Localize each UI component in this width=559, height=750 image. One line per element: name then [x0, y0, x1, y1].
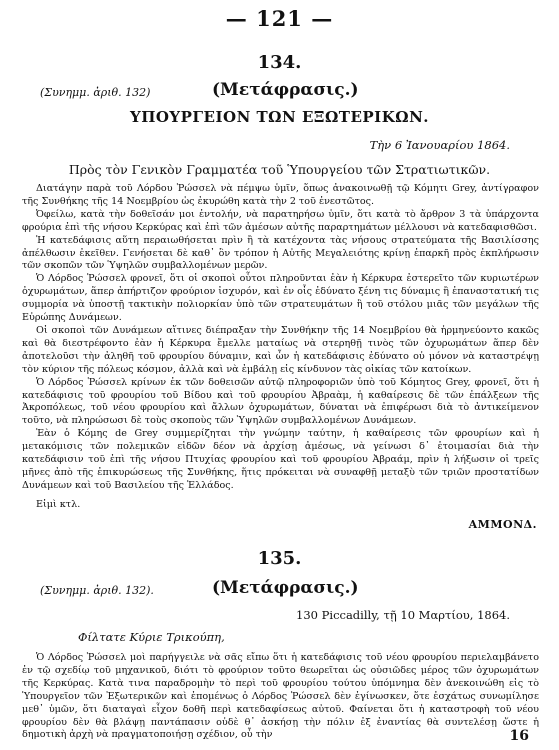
printer-signature-mark: 16: [509, 728, 529, 744]
paragraph: Ἡ κατεδάφισις αὕτη περαιωθήσεται πρὶν ἢ τὰ κατέχοντα τὰς νήσους στρατεύματα τῆς Βασιλίσσης ἀπέλθωσιν ἐκεῖθεν. Γενήσεται δὲ καθ᾽ ὃν τρόπον ἡ Αὐτῆς Μεγαλειότης κρίνῃ ἐπαρκῆ πρὸς ἐκπλήρωσιν τῶν σκοπῶν τῶν Ὑψηλῶν συμβαλλομένων μερῶν.: [22, 234, 539, 272]
letter-date: 130 Piccadilly, τῇ 10 Μαρτίου, 1864.: [296, 608, 510, 622]
ministry-title: ΥΠΟΥΡΓΕΙΟΝ ΤΩΝ ΕΞΩΤΕΡΙΚΩΝ.: [129, 108, 430, 126]
reference-note: (Συνημμ. ἀριθ. 132): [40, 86, 151, 99]
letter-greeting: Φίλτατε Κύριε Τρικούπη,: [78, 630, 225, 644]
letter-body: [22, 652, 539, 742]
paragraph: Ὀφείλω, κατὰ τὴν δοθεῖσάν μοι ἐντολήν, νὰ παρατηρήσω ὑμῖν, ὅτι κατὰ τὸ ἄρθρον 3 τὰ ὑπάρχοντα φρούρια ἐπὶ τῆς νήσου Κερκύρας καὶ ἐπὶ τῶν ἀμέσων αὐτῆς παραρτημάτων μέλλουσι νὰ κατεδαφισθῶσι.: [22, 208, 539, 233]
translation-heading: (Μετάφρασις.): [212, 578, 359, 598]
letter-salutation: Πρὸς τὸν Γενικὸν Γραμματέα τοῦ Ὑπουργείου τῶν Στρατιωτικῶν.: [68, 162, 491, 177]
reference-note: (Συνημμ. ἀριθ. 132).: [40, 584, 154, 597]
reference-row: [22, 578, 537, 604]
closing: Εἰμὶ κτλ.: [36, 498, 81, 510]
paragraph: Ὁ Λόρδος Ῥώσσελ μοὶ παρήγγειλε νὰ σᾶς εἴπω ὅτι ἡ κατεδάφισις τοῦ νέου φρουρίου περιελαμβάνετο ἐν τῷ σχεδίῳ τοῦ μηχανικοῦ, διότι τὸ φρούριον τοῦτο θεωρεῖται ὡς οὐσιῶδες μέρος τῶν ὀχυρωμάτων τῆς Κερκύρας. Κατὰ τινα παραδρομὴν τὸ περὶ τοῦ φρουρίου τούτου ὑπόμνημα δὲν ἀνεκοινώθη εἰς τὸ Ὑπουργεῖον τῶν Ἐξωτερικῶν καὶ ἐπομένως ὁ Λόρδος Ῥώσσελ δὲν ἐγίνωσκεν, ὅτε ἐσχάτως συνωμίλησε μεθ᾽ ὑμῶν, ὅτι διαταγαὶ εἶχον δοθῆ περὶ κατεδαφίσεως αὐτοῦ. Φαίνεται ὅτι ἡ καταστροφὴ τοῦ νέου φρουρίου δὲν θὰ βλάψῃ παντάπασιν οὐδὲ θ᾽ ἀσκήσῃ τὴν πόλιν ἐξ ἐναντίας θὰ συντελέσῃ ὥστε ἡ δημοτικὴ ἀρχὴ νὰ πραγματοποιήσῃ σχέδιον, οὗ τὴν: [22, 652, 539, 741]
document-number: 135.: [257, 548, 302, 569]
paragraph: Διατάγην παρὰ τοῦ Λόρδου Ῥώσσελ νὰ πέμψω ὑμῖν, ὅπως ἀνακοινωθῇ τῷ Κόμητι Grey, ἀντίγραφον τῆς Συνθήκης τῆς 14 Νοεμβρίου ὡς ἐκυρώθη κατὰ τὴν 2 τοῦ ἐνεστῶτος.: [22, 183, 539, 207]
document-number: 134.: [257, 52, 302, 73]
signature: ΑΜΜΟΝΔ.: [468, 518, 537, 531]
paragraph: Οἱ σκοποὶ τῶν Δυνάμεων αἵτινες διέπραξαν τὴν Συνθήκην τῆς 14 Νοεμβρίου θὰ ἡρμηνεύοντο κακῶς καὶ θὰ διεστρέφοντο ἐὰν ἡ Κέρκυρα ἔμελλε ματαίως νὰ στερηθῇ τινὸς τῶν ὀχυρωμάτων ἅπερ δὲν ἀποτελοῦσι τὴν ἀληθῆ τοῦ φρουρίου δύναμιν, καὶ ὧν ἡ κατεδάφισις ἐδύνατο οὐ μόνον νὰ καταστρέψῃ τὸν κύριον τῆς πόλεως κόσμον, ἀλλὰ καὶ νὰ ἐμβάλῃ εἰς κίνδυνον τὰς οἰκίας τῶν κατοίκων.: [22, 324, 539, 375]
letter-date: Τὴν 6 Ἰανουαρίου 1864.: [369, 138, 510, 152]
reference-row: [22, 80, 537, 106]
translation-heading: (Μετάφρασις.): [212, 80, 359, 100]
paragraph: Ἐὰν ὁ Κόμης de Grey συμμερίζηται τὴν γνώμην ταύτην, ἡ καθαίρεσις τῶν φρουρίων καὶ ἡ μετακόμισις τῶν πολεμικῶν εἰδῶν δέον νὰ ἀρχίσῃ ἀμέσως, νὰ γείνωσι δ᾽ ἑτοιμασίαι διὰ τὴν κατεδάφισιν τοῦ ἐπὶ τῆς νήσου Πτυχίας φρουρίου καὶ τοῦ φρουρίου Ἀβραάμ, πρὶν ἡ λήξωσιν οἱ τρεῖς μῆνες ἀπὸ τῆς ἐπικυρώσεως τῆς Συνθήκης, ἥτις πρόκειται νὰ συναφθῇ μεταξὺ τῶν τριῶν προστατίδων Δυνάμεων καὶ τοῦ Βασιλείου τῆς Ἑλλάδος.: [22, 428, 539, 491]
letter-body: [22, 183, 539, 512]
page-number: — 121 —: [225, 6, 334, 31]
paragraph: Ὁ Λόρδος Ῥώσσελ φρονεῖ, ὅτι οἱ σκοποὶ οὗτοι πληροῦνται ἐὰν ἡ Κέρκυρα ἐστερεῖτο τῶν κυριωτέρων ὀχυρωμάτων, ἅπερ ἀπήρτιζον φρούριον ἰσχυρόν, καὶ ἐν οἷς ἐδύνατο ξένη τις δύναμις ἢ ἐπαναστατική τις συμμορία νὰ ὑποστῇ τακτικὴν πολιορκίαν ὑπὸ τῶν στρατευμάτων ἢ τοῦ στόλου μιᾶς τῶν μεγάλων τῆς Εὐρώπης Δυνάμεων.: [22, 273, 539, 324]
paragraph: Ὁ Λόρδος Ῥώσσελ κρίνων ἐκ τῶν δοθεισῶν αὐτῷ πληροφοριῶν ὑπὸ τοῦ Κόμητος Grey, φρονεῖ, ὅτι ἡ κατεδάφισις τοῦ φρουρίου τοῦ Βίδου καὶ τοῦ φρουρίου Ἀβραὰμ, ἡ καθαίρεσις δὲ τῶν ἐπάλξεων τῆς Ἀκροπόλεως, τοῦ νέου φρουρίου καὶ ἄλλων ὀχυρωμάτων, δύναται νὰ ἐπιφέρωσι διὰ τὸ ἀντικείμενον τοῦτο, νὰ πληρώσωσι δὲ τοὺς σκοποὺς τῶν Ὑψηλῶν συμβαλλομένων Δυνάμεων.: [22, 376, 539, 427]
